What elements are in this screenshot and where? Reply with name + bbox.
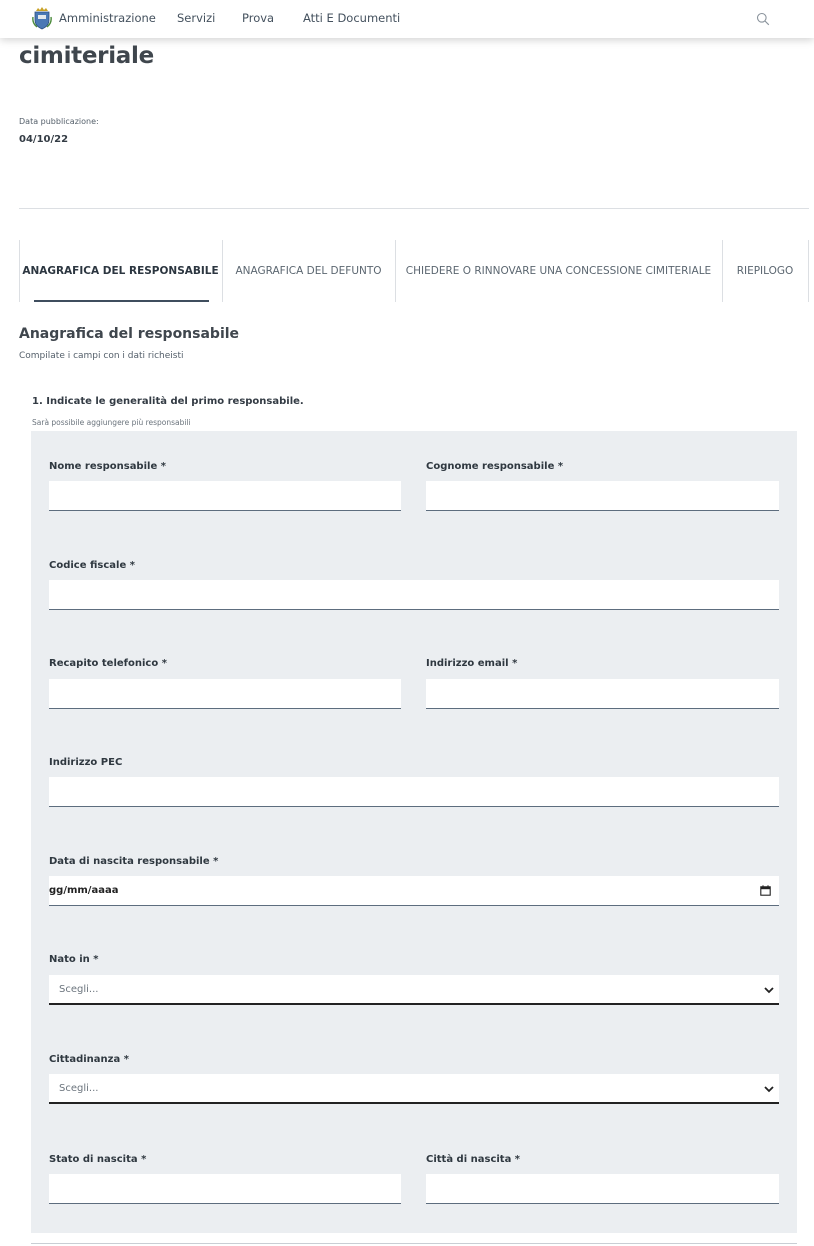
question-title: 1. Indicate le generalità del primo responsabile. (32, 396, 304, 407)
cittadinanza-selected: Scegli... (59, 1083, 99, 1094)
date-placeholder: gg/mm/aaaa (49, 885, 119, 896)
tab-divider (808, 240, 809, 302)
pec-label: Indirizzo PEC (49, 757, 123, 768)
pec-input[interactable] (49, 777, 779, 807)
nav-item-amministrazione[interactable]: Amministrazione (59, 11, 156, 25)
stato-nascita-input[interactable] (49, 1174, 401, 1204)
form-bottom-divider (31, 1243, 797, 1244)
chevron-down-icon (763, 1083, 775, 1095)
page-title: cimiteriale (19, 43, 154, 69)
citta-nascita-label: Città di nascita * (426, 1154, 521, 1165)
question-subtitle: Sarà possibile aggiungere più responsabili (32, 418, 191, 427)
nav-item-prova[interactable]: Prova (242, 11, 275, 25)
active-tab-indicator (34, 300, 209, 302)
cittadinanza-label: Cittadinanza * (49, 1054, 129, 1065)
section-title: Anagrafica del responsabile (19, 326, 240, 342)
citta-nascita-input[interactable] (426, 1174, 779, 1204)
telefono-label: Recapito telefonico * (49, 658, 167, 669)
publication-date-label: Data pubblicazione: (19, 117, 99, 126)
nato-in-select[interactable] (49, 975, 779, 1005)
calendar-icon[interactable] (760, 885, 771, 896)
chevron-down-icon (763, 984, 775, 996)
section-subtitle: Compilate i campi con i dati richeisti (19, 351, 184, 361)
cittadinanza-select[interactable] (49, 1074, 779, 1104)
nav-item-atti-e-documenti[interactable]: Atti E Documenti (303, 11, 401, 25)
stato-nascita-label: Stato di nascita * (49, 1154, 147, 1165)
top-navbar (0, 0, 814, 38)
tab-anagrafica-defunto[interactable]: ANAGRAFICA DEL DEFUNTO (235, 265, 382, 277)
data-nascita-input[interactable] (49, 876, 779, 906)
email-input[interactable] (426, 679, 779, 709)
email-label: Indirizzo email * (426, 658, 518, 669)
step-tabs (19, 240, 809, 302)
codice-fiscale-label: Codice fiscale * (49, 560, 135, 571)
codice-fiscale-input[interactable] (49, 580, 779, 610)
tab-anagrafica-responsabile[interactable]: ANAGRAFICA DEL RESPONSABILE (22, 265, 219, 277)
search-icon[interactable] (756, 12, 770, 26)
nato-in-selected: Scegli... (59, 984, 99, 995)
publication-date-value: 04/10/22 (19, 134, 69, 145)
cognome-input[interactable] (426, 481, 779, 511)
tab-concessione-cimiteriale[interactable]: CHIEDERE O RINNOVARE UNA CONCESSIONE CIMITERIALE (405, 265, 712, 277)
telefono-input[interactable] (49, 679, 401, 709)
form-panel (31, 431, 797, 1233)
nome-label: Nome responsabile * (49, 461, 166, 472)
nome-input[interactable] (49, 481, 401, 511)
cognome-label: Cognome responsabile * (426, 461, 564, 472)
header-divider (19, 208, 809, 209)
data-nascita-label: Data di nascita responsabile * (49, 856, 219, 867)
tab-riepilogo[interactable]: RIEPILOGO (736, 265, 794, 277)
municipality-crest-icon[interactable] (32, 6, 52, 30)
nato-in-label: Nato in * (49, 954, 99, 965)
nav-item-servizi[interactable]: Servizi (177, 11, 216, 25)
